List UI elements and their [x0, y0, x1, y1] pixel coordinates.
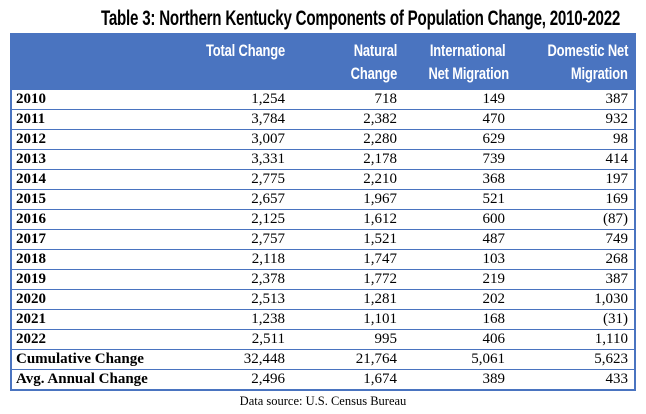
table-row-2018	[11, 250, 635, 270]
value-cell: 368	[403, 170, 511, 190]
value-cell: 149	[403, 90, 511, 110]
table-row-2015	[11, 190, 635, 210]
value-cell: 2,657	[181, 190, 291, 210]
value-cell: 433	[511, 370, 635, 391]
header-text: Domestic Net	[547, 41, 628, 60]
data-source-note: Data source: U.S. Census Bureau	[239, 394, 407, 408]
header-text: Natural	[353, 41, 397, 60]
value-cell: 2,280	[291, 130, 403, 150]
row-label-cell: Cumulative Change	[11, 350, 181, 370]
value-cell: 387	[511, 270, 635, 290]
value-cell: 3,331	[181, 150, 291, 170]
header-text: Change	[350, 64, 397, 83]
value-cell: 718	[291, 90, 403, 110]
value-cell: 1,281	[291, 290, 403, 310]
value-cell: 169	[511, 190, 635, 210]
header-text: Total Change	[205, 41, 286, 60]
value-cell: 1,967	[291, 190, 403, 210]
value-cell: 470	[403, 110, 511, 130]
row-label-cell: 2012	[11, 130, 181, 150]
value-cell: 487	[403, 230, 511, 250]
row-label-cell: 2019	[11, 270, 181, 290]
table-row-2020	[11, 290, 635, 310]
value-cell: 2,125	[181, 210, 291, 230]
value-cell: 521	[403, 190, 511, 210]
row-label-cell: 2010	[11, 90, 181, 110]
row-label-cell: 2013	[11, 150, 181, 170]
value-cell: 1,101	[291, 310, 403, 330]
table-title-text: Table 3: Northern Kentucky Components of Population Change, 2010-2022	[100, 7, 621, 30]
row-label-cell: 2015	[11, 190, 181, 210]
value-cell: (31)	[511, 310, 635, 330]
table-row-2013	[11, 150, 635, 170]
value-cell: 103	[403, 250, 511, 270]
value-cell: 5,623	[511, 350, 635, 370]
column-header-total-change	[181, 34, 291, 90]
row-label-cell: 2021	[11, 310, 181, 330]
value-cell: 21,764	[291, 350, 403, 370]
table-row-2016	[11, 210, 635, 230]
header-text: Net Migration	[428, 64, 510, 83]
value-cell: 32,448	[181, 350, 291, 370]
value-cell: 2,496	[181, 370, 291, 391]
value-cell: 389	[403, 370, 511, 391]
table-row-cumulative-change	[11, 350, 635, 370]
value-cell: 2,511	[181, 330, 291, 350]
value-cell: 98	[511, 130, 635, 150]
value-cell: 629	[403, 130, 511, 150]
value-cell: 1,612	[291, 210, 403, 230]
value-cell: 1,674	[291, 370, 403, 391]
row-label-cell: 2014	[11, 170, 181, 190]
value-cell: 219	[403, 270, 511, 290]
value-cell: 3,007	[181, 130, 291, 150]
header-text: International	[429, 41, 505, 60]
header-text: Migration	[571, 64, 628, 83]
row-label-cell: 2018	[11, 250, 181, 270]
value-cell: 2,118	[181, 250, 291, 270]
table-row-2014	[11, 170, 635, 190]
value-cell: 2,378	[181, 270, 291, 290]
column-header-empty	[11, 34, 181, 90]
header-row	[11, 34, 635, 90]
value-cell: 739	[403, 150, 511, 170]
value-cell: 2,757	[181, 230, 291, 250]
value-cell: 1,110	[511, 330, 635, 350]
value-cell: 1,747	[291, 250, 403, 270]
value-cell: 3,784	[181, 110, 291, 130]
value-cell: 202	[403, 290, 511, 310]
value-cell: 932	[511, 110, 635, 130]
column-header-domestic-net-migration	[511, 34, 635, 90]
row-label-cell: 2020	[11, 290, 181, 310]
table-row-avg-annual-change	[11, 370, 635, 391]
table-row-2021	[11, 310, 635, 330]
value-cell: 406	[403, 330, 511, 350]
value-cell: 197	[511, 170, 635, 190]
row-label-cell: 2017	[11, 230, 181, 250]
value-cell: 2,382	[291, 110, 403, 130]
table-row-2012	[11, 130, 635, 150]
value-cell: 387	[511, 90, 635, 110]
table-row-2019	[11, 270, 635, 290]
table-row-2010	[11, 90, 635, 110]
value-cell: 168	[403, 310, 511, 330]
column-header-international-net-migration	[403, 34, 511, 90]
value-cell: 1,030	[511, 290, 635, 310]
value-cell: 5,061	[403, 350, 511, 370]
row-label-cell: 2016	[11, 210, 181, 230]
column-header-natural-change	[291, 34, 403, 90]
table-row-2022	[11, 330, 635, 350]
value-cell: 414	[511, 150, 635, 170]
value-cell: 1,521	[291, 230, 403, 250]
value-cell: 1,254	[181, 90, 291, 110]
population-change-table	[10, 33, 636, 391]
row-label-cell: Avg. Annual Change	[11, 370, 181, 391]
table-title	[0, 0, 646, 32]
value-cell: 749	[511, 230, 635, 250]
value-cell: 1,238	[181, 310, 291, 330]
value-cell: 995	[291, 330, 403, 350]
value-cell: 2,513	[181, 290, 291, 310]
value-cell: 268	[511, 250, 635, 270]
row-label-cell: 2011	[11, 110, 181, 130]
value-cell: 2,178	[291, 150, 403, 170]
table-row-2011	[11, 110, 635, 130]
table-header	[11, 34, 635, 90]
value-cell: 2,775	[181, 170, 291, 190]
value-cell: 2,210	[291, 170, 403, 190]
table-body	[11, 90, 635, 391]
table-row-2017	[11, 230, 635, 250]
value-cell: 600	[403, 210, 511, 230]
value-cell: (87)	[511, 210, 635, 230]
value-cell: 1,772	[291, 270, 403, 290]
row-label-cell: 2022	[11, 330, 181, 350]
